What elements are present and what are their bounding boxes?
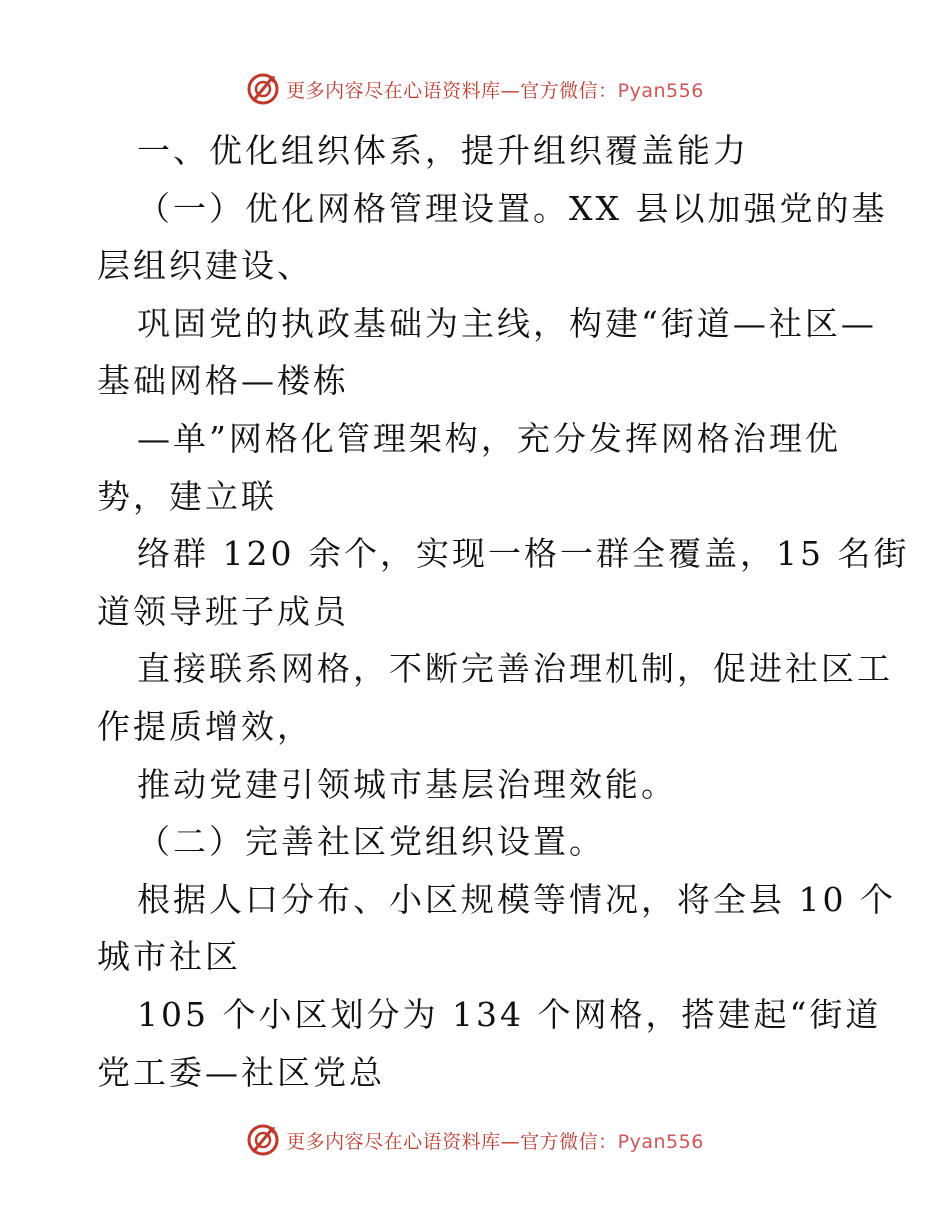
text-line: （一）优化网格管理设置。XX 县以加强党的基: [137, 188, 888, 228]
text-line: 层组织建设、: [97, 246, 313, 286]
text-line: 势，建立联: [97, 476, 277, 516]
text-line: 络群 120 余个，实现一格一群全覆盖，15 名街: [137, 534, 910, 574]
footer-watermark: [0, 1123, 950, 1157]
document-body: [97, 122, 910, 1101]
logo-icon: [246, 72, 280, 106]
text-line: 城市社区: [97, 937, 241, 977]
text-line: —单”网格化管理架构，充分发挥网格治理优: [137, 418, 841, 458]
watermark-text: 更多内容尽在心语资料库—官方微信：Pyan556: [286, 79, 704, 102]
header-watermark: [0, 72, 950, 106]
text-line: 直接联系网格，不断完善治理机制，促进社区工: [137, 649, 893, 689]
text-line: 推动党建引领城市基层治理效能。: [137, 764, 677, 804]
text-line: 党工委—社区党总: [97, 1052, 385, 1092]
text-line: 基础网格—楼栋: [97, 361, 349, 401]
text-line: （二）完善社区党组织设置。: [137, 822, 605, 862]
text-line: 根据人口分布、小区规模等情况，将全县 10 个: [137, 879, 896, 919]
logo-icon: [246, 1123, 280, 1157]
text-line: 作提质增效，: [97, 706, 313, 746]
watermark-text: 更多内容尽在心语资料库—官方微信：Pyan556: [286, 1130, 704, 1153]
text-line: 巩固党的执政基础为主线，构建“街道—社区—: [137, 303, 877, 343]
text-line: 道领导班子成员: [97, 591, 349, 631]
text-line: 105 个小区划分为 134 个网格，搭建起“街道: [137, 994, 882, 1034]
text-line: 一、优化组织体系，提升组织覆盖能力: [137, 131, 749, 170]
